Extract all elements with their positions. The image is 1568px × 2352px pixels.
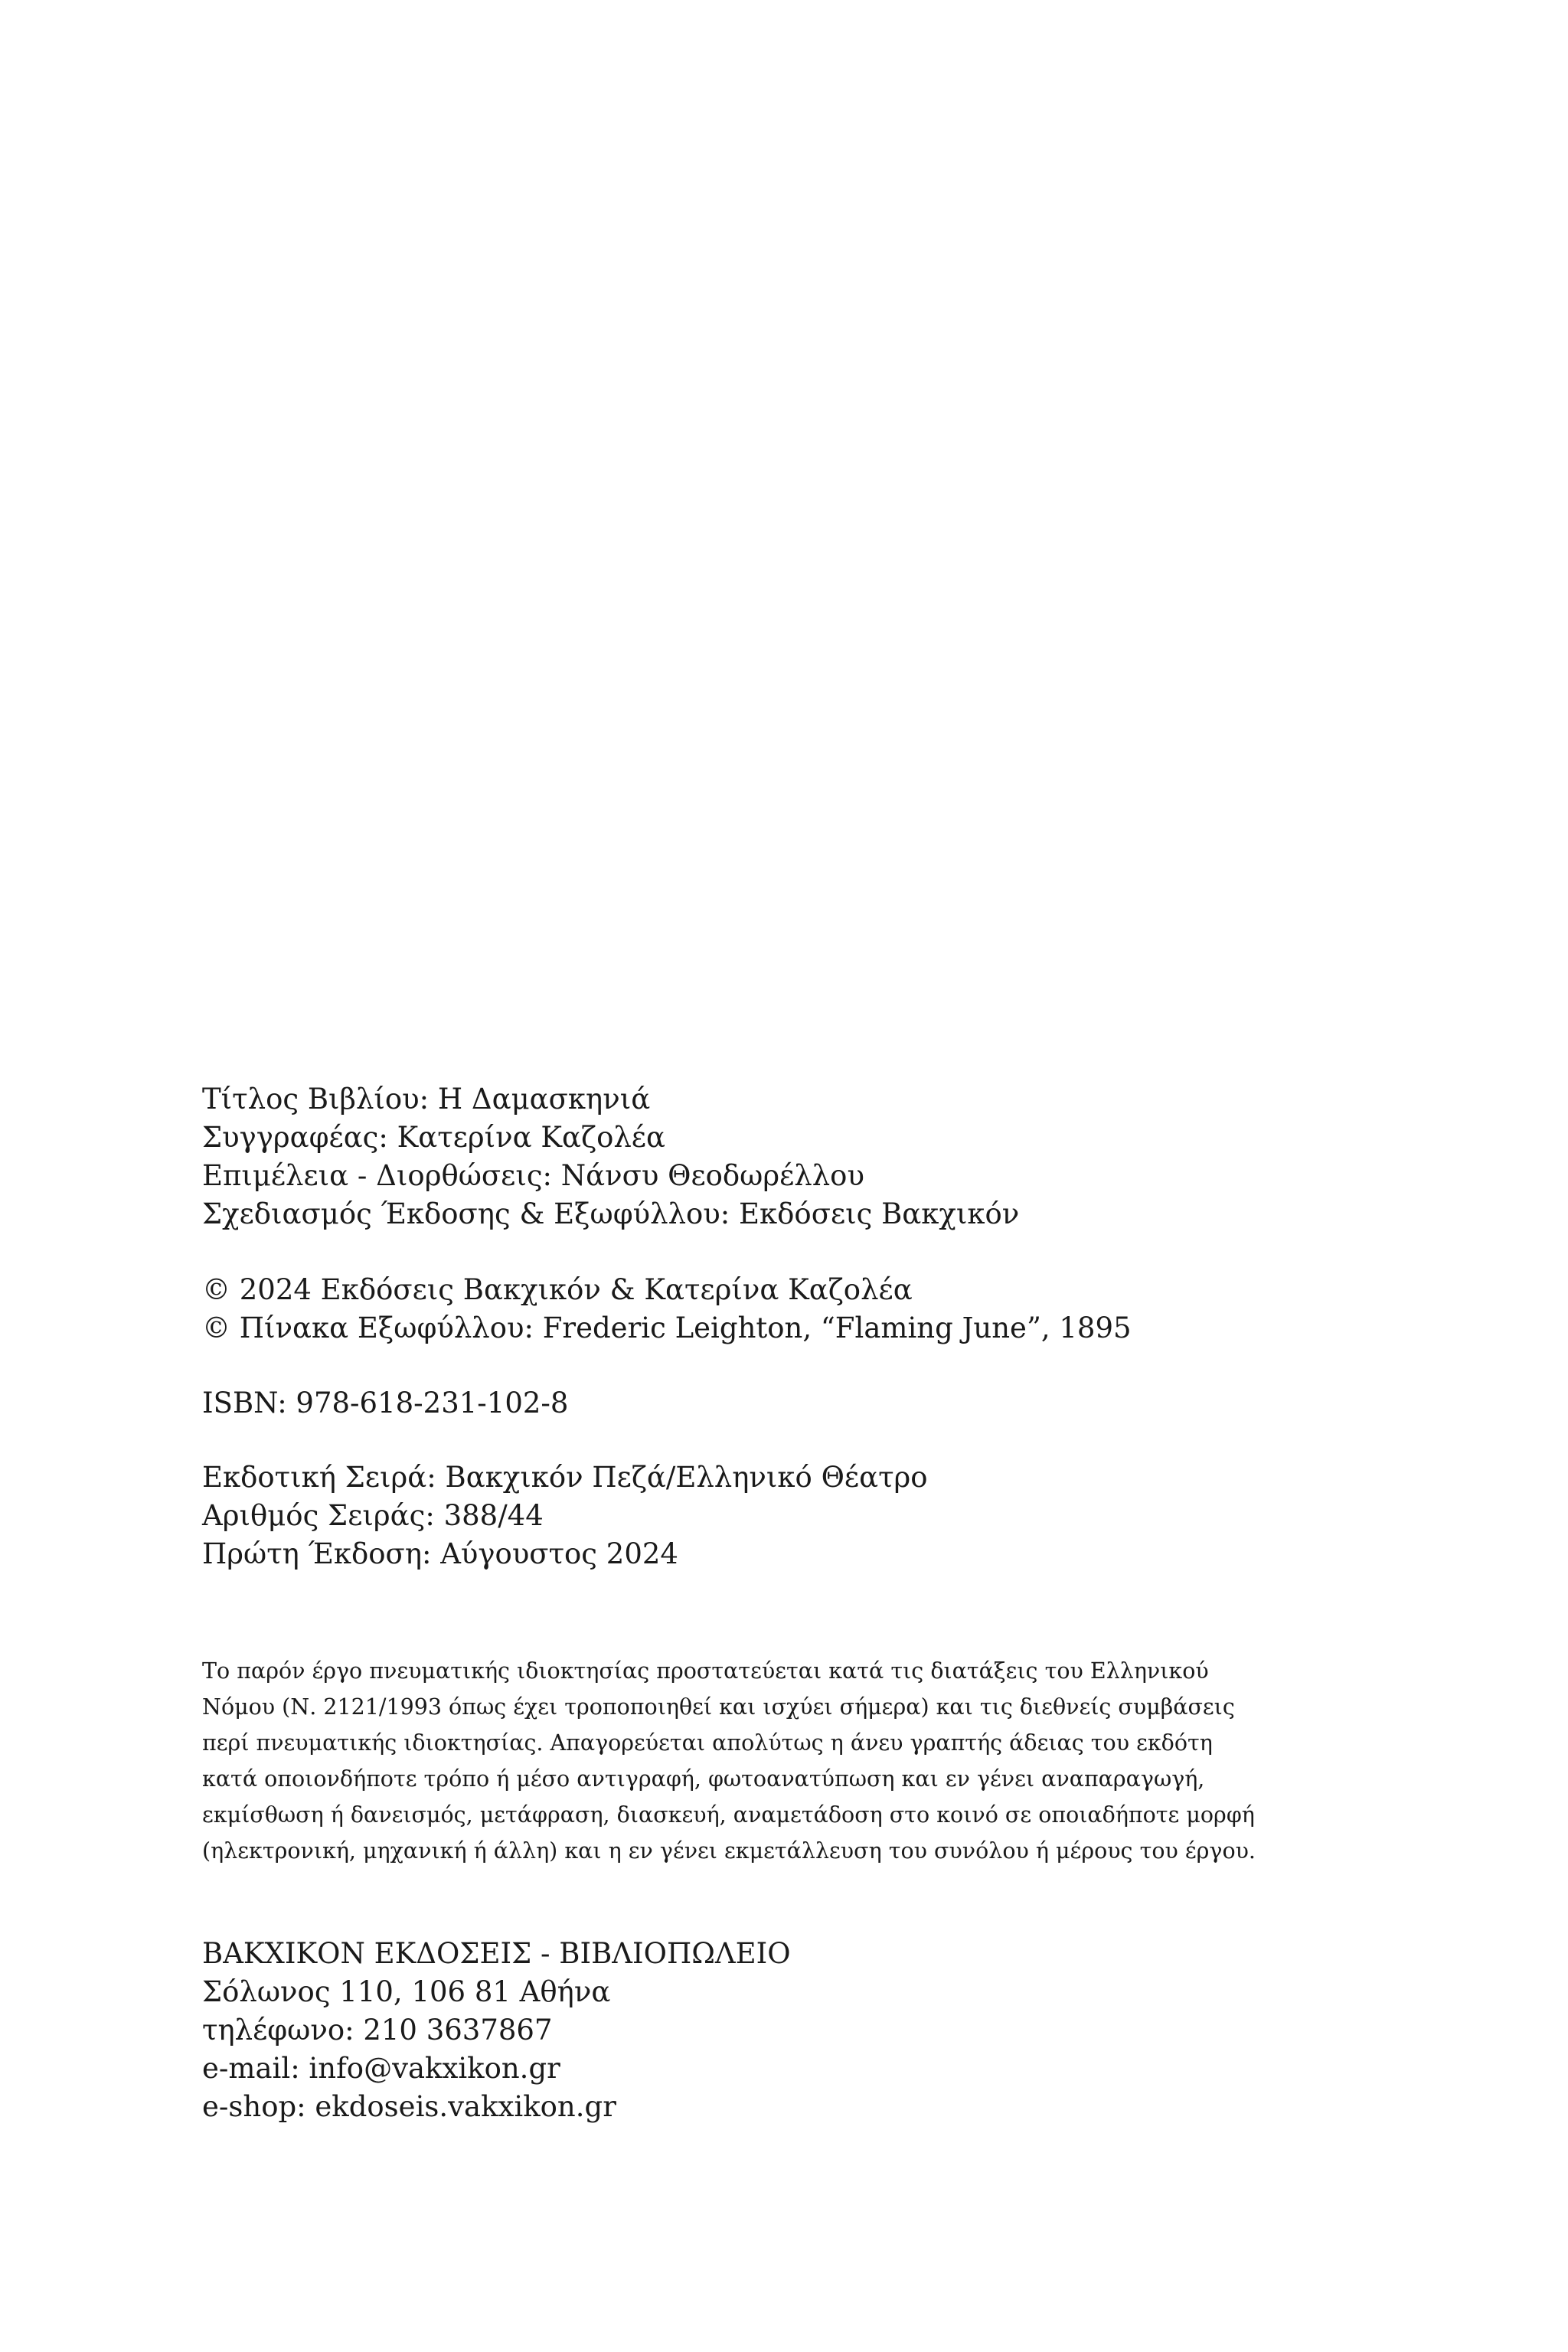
legal-notice-line: (ηλεκτρονική, μηχανική ή άλλη) και η εν γένει εκμετάλλευση του συνόλου ή μέρους του έργου.: [202, 1838, 1256, 1864]
isbn-block: [202, 1384, 1366, 1423]
copyright-line: © 2024 Εκδόσεις Βακχικόν & Κατερίνα Καζολέα: [202, 1273, 913, 1306]
cover-painting-copyright-line: © Πίνακα Εξωφύλλου: Frederic Leighton, “Flaming June”, 1895: [202, 1312, 1132, 1344]
publisher-eshop-line: e-shop: ekdoseis.vakxikon.gr: [202, 2090, 616, 2123]
series-name-line: Εκδοτική Σειρά: Βακχικόν Πεζά/Ελληνικό Θέατρο: [202, 1461, 928, 1494]
publisher-name-line: ΒΑΚΧΙΚΟΝ ΕΚΔΟΣΕΙΣ - ΒΙΒΛΙΟΠΩΛΕΙΟ: [202, 1937, 791, 1970]
series-block: [202, 1459, 1366, 1573]
legal-notice-line: Νόμου (Ν. 2121/1993 όπως έχει τροποποιηθεί και ισχύει σήμερα) και τις διεθνείς συμβάσεις: [202, 1694, 1235, 1720]
publisher-block: [202, 1935, 1366, 2126]
publisher-address-line: Σόλωνος 110, 106 81 Αθήνα: [202, 1975, 611, 2008]
legal-notice-line: κατά οποιονδήποτε τρόπο ή μέσο αντιγραφή, φωτοανατύπωση και εν γένει αναπαραγωγή,: [202, 1766, 1205, 1792]
legal-notice-line: εκμίσθωση ή δανεισμός, μετάφραση, διασκευή, αναμετάδοση στο κοινό σε οποιαδήποτε μορφή: [202, 1802, 1255, 1828]
legal-notice: [202, 1653, 1351, 1869]
first-edition-line: Πρώτη Έκδοση: Αύγουστος 2024: [202, 1537, 678, 1570]
legal-notice-line: περί πνευματικής ιδιοκτησίας. Απαγορεύεται απολύτως η άνευ γραπτής άδειας του εκδότη: [202, 1730, 1213, 1756]
isbn-line: ISBN: 978-618-231-102-8: [202, 1387, 569, 1419]
author-line: Συγγραφέας: Κατερίνα Καζολέα: [202, 1121, 665, 1154]
design-line: Σχεδιασμός Έκδοσης & Εξωφύλλου: Εκδόσεις Βακχικόν: [202, 1197, 1020, 1230]
series-number-line: Αριθμός Σειράς: 388/44: [202, 1499, 544, 1532]
credits-block: [202, 1080, 1366, 1233]
copyright-block: [202, 1271, 1366, 1348]
editing-line: Επιμέλεια - Διορθώσεις: Νάνσυ Θεοδωρέλλου: [202, 1159, 864, 1192]
publisher-email-line: e-mail: info@vakxikon.gr: [202, 2052, 560, 2085]
legal-notice-line: Το παρόν έργο πνευματικής ιδιοκτησίας προστατεύεται κατά τις διατάξεις του Ελληνικού: [202, 1658, 1209, 1684]
book-title-line: Τίτλος Βιβλίου: Η Δαμασκηνιά: [202, 1083, 651, 1116]
publisher-phone-line: τηλέφωνο: 210 3637867: [202, 2014, 553, 2047]
